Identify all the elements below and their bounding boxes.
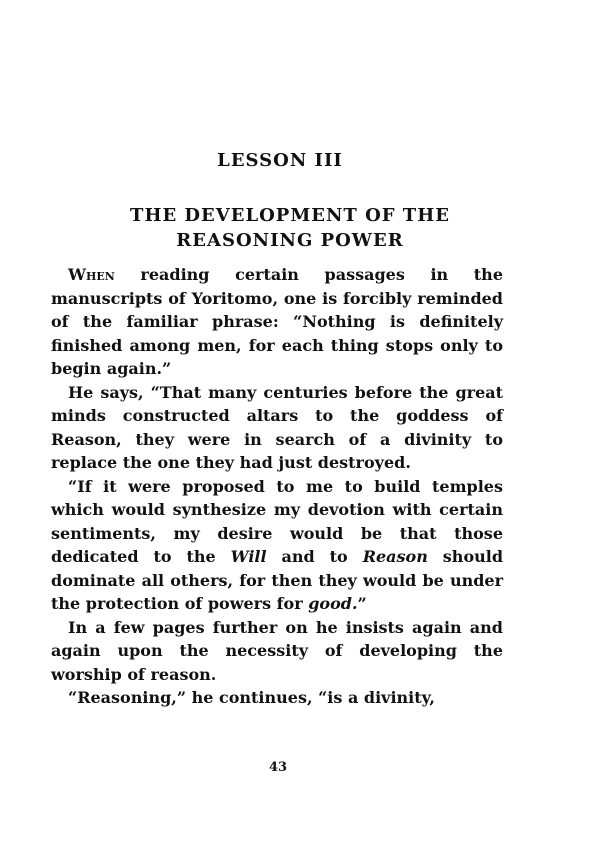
paragraph-5: “Reasoning,” he continues, “is a divinity, (68, 688, 435, 707)
chapter-title-line-1: THE DEVELOPMENT OF THE (130, 205, 450, 226)
paragraph-4: In a few pages further on he insists again and again upon the necessity of developing the worship of reason. (51, 617, 503, 684)
emphasis-good: good. (308, 594, 358, 613)
paragraph-3-text-b: and to (266, 547, 363, 566)
page-number: 43 (268, 760, 288, 775)
paragraph-3-text-a: “If it were proposed to me to build temples which would synthesize my devotion with certain sentiments, my desire would be that those dedicated to the (51, 476, 503, 566)
lesson-heading: LESSON III (217, 150, 343, 171)
emphasis-will: Will (230, 547, 267, 566)
paragraph-2: He says, “That many centuries before the great minds constructed altars to the goddess of Reason, they were in search of a divinity to replace the one they had just destroyed. (51, 382, 503, 472)
paragraph-1-text: reading certain passages in the manuscripts of Yoritomo, one is forcibly reminded of the familiar phrase: “Nothing is definitely finished among men, for each thing stops only to begin again.” (51, 265, 503, 378)
chapter-title-line-2: REASONING POWER (176, 230, 404, 251)
chapter-title (80, 203, 500, 253)
paragraph-3-text-c: should dominate all others, for then they would be under the protection of powers for (51, 547, 504, 613)
paragraph-1 (51, 263, 503, 381)
paragraph-3 (51, 475, 503, 616)
emphasis-reason: Reason (362, 547, 428, 566)
body-text (51, 263, 503, 710)
opening-word: When (68, 265, 115, 284)
paragraph-3-text-d: ” (357, 594, 367, 613)
